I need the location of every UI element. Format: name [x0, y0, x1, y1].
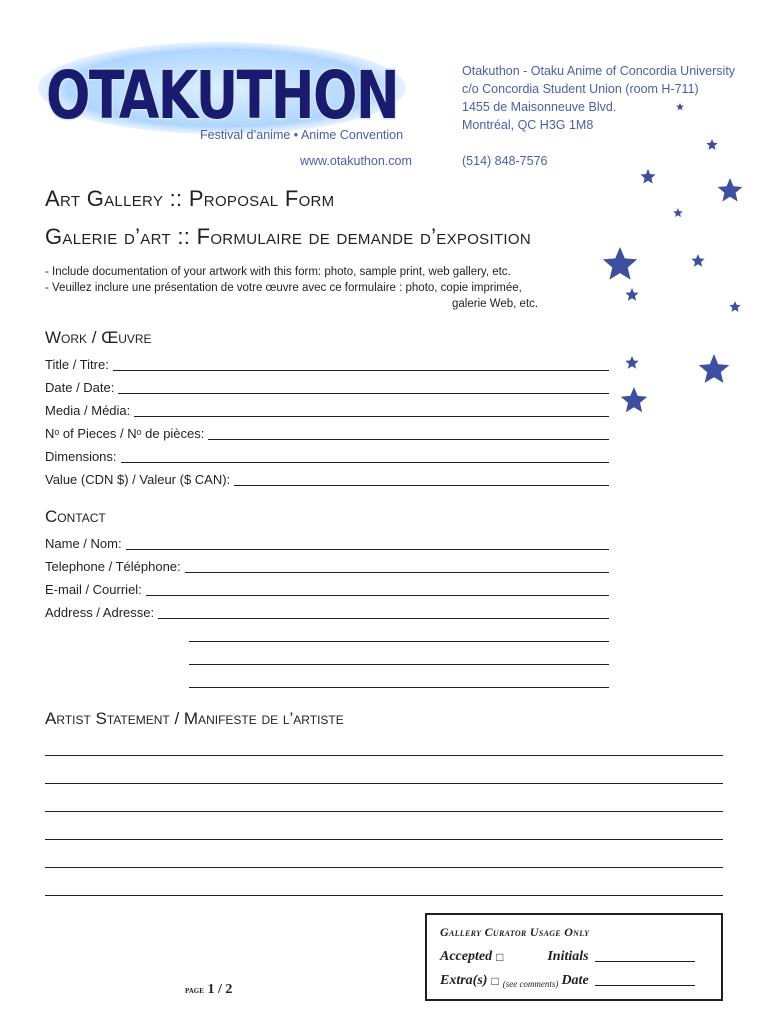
curator-box-title: Gallery Curator Usage Only [440, 925, 590, 939]
otakuthon-logo [38, 40, 406, 136]
form-title-fr: Galerie d’art :: Formulaire de demande d’exposition [45, 224, 531, 249]
initials-label: Initials [547, 949, 589, 964]
date-field[interactable] [45, 378, 609, 396]
email-field[interactable] [45, 580, 609, 598]
star-icon [603, 247, 637, 280]
date-line[interactable] [595, 985, 695, 986]
festival-tagline: Festival d’anime • Anime Convention [200, 128, 404, 142]
star-icon [621, 387, 648, 412]
fill-line[interactable] [118, 393, 609, 394]
phone-number: (514) 848-7576 [462, 154, 548, 168]
fill-line[interactable] [121, 462, 609, 463]
statement-line[interactable] [45, 895, 723, 896]
accepted-row [440, 949, 695, 965]
field-label: Nᵒ of Pieces / Nᵒ de pièces: [45, 426, 205, 441]
address-line[interactable] [189, 664, 609, 665]
page-number: 1 / 2 [207, 982, 233, 997]
instruction-fr-cont: galerie Web, etc. [452, 298, 539, 310]
page-label: page [185, 985, 204, 996]
statement-line[interactable] [45, 755, 723, 756]
address-line[interactable] [189, 641, 609, 642]
title-field[interactable] [45, 355, 609, 373]
fill-line[interactable] [146, 595, 609, 596]
accepted-label: Accepted [440, 949, 493, 964]
org-line: Otakuthon - Otaku Anime of Concordia University [462, 64, 736, 78]
star-icon [699, 354, 729, 383]
work-heading: Work / Œuvre [45, 328, 152, 347]
fill-line[interactable] [134, 416, 609, 417]
address-field[interactable] [45, 603, 609, 621]
org-line: c/o Concordia Student Union (room H-711) [462, 82, 699, 96]
field-label: Title / Titre: [45, 357, 109, 372]
fill-line[interactable] [158, 618, 609, 619]
fill-line[interactable] [208, 439, 609, 440]
decorative-stars [560, 95, 770, 425]
star-icon [625, 356, 638, 369]
page-indicator [185, 982, 232, 998]
field-label: E-mail / Courriel: [45, 582, 142, 597]
star-icon [673, 208, 683, 217]
org-line: Montréal, QC H3G 1M8 [462, 118, 594, 132]
value-field[interactable] [45, 470, 609, 488]
pieces-field[interactable] [45, 424, 609, 442]
fill-line[interactable] [113, 370, 609, 371]
star-icon [691, 254, 704, 267]
star-icon [729, 301, 740, 312]
fill-line[interactable] [234, 485, 609, 486]
curator-usage-box [425, 913, 723, 1001]
star-icon [625, 288, 638, 301]
date-label: Date [561, 973, 589, 988]
fill-line[interactable] [126, 549, 609, 550]
field-label: Date / Date: [45, 380, 115, 395]
media-field[interactable] [45, 401, 609, 419]
statement-heading: Artist Statement / Manifeste de l’artiste [45, 709, 344, 728]
extras-label: Extra(s) [440, 973, 488, 988]
statement-line[interactable] [45, 811, 723, 812]
field-label: Dimensions: [45, 449, 117, 464]
dimensions-field[interactable] [45, 447, 609, 465]
svg-text:OTAKUTHON: OTAKUTHON [46, 57, 398, 134]
extras-row [440, 973, 695, 989]
star-icon [718, 178, 743, 202]
name-field[interactable] [45, 534, 609, 552]
statement-line[interactable] [45, 783, 723, 784]
statement-line[interactable] [45, 839, 723, 840]
website-link[interactable]: www.otakuthon.com [300, 154, 412, 168]
telephone-field[interactable] [45, 557, 609, 575]
statement-line[interactable] [45, 867, 723, 868]
address-line[interactable] [189, 687, 609, 688]
field-label: Address / Adresse: [45, 605, 155, 620]
field-label: Media / Média: [45, 403, 131, 418]
star-icon [676, 103, 684, 110]
accepted-checkbox[interactable]: □ [496, 950, 504, 964]
extras-checkbox[interactable]: □ [491, 974, 499, 988]
contact-heading: Contact [45, 507, 106, 526]
star-icon [706, 139, 717, 150]
instruction-en: - Include documentation of your artwork with this form: photo, sample print, web gallery, etc. [45, 266, 511, 278]
field-label: Value (CDN $) / Valeur ($ CAN): [45, 472, 231, 487]
instruction-fr: - Veuillez inclure une présentation de votre œuvre avec ce formulaire : photo, copie imprimée, [45, 282, 522, 294]
initials-line[interactable] [595, 961, 695, 962]
form-title-en: Art Gallery :: Proposal Form [45, 186, 335, 211]
fill-line[interactable] [185, 572, 609, 573]
field-label: Telephone / Téléphone: [45, 559, 181, 574]
see-comments-note: (see comments) [502, 979, 559, 989]
field-label: Name / Nom: [45, 536, 122, 551]
star-icon [640, 169, 655, 184]
org-line: 1455 de Maisonneuve Blvd. [462, 100, 617, 114]
